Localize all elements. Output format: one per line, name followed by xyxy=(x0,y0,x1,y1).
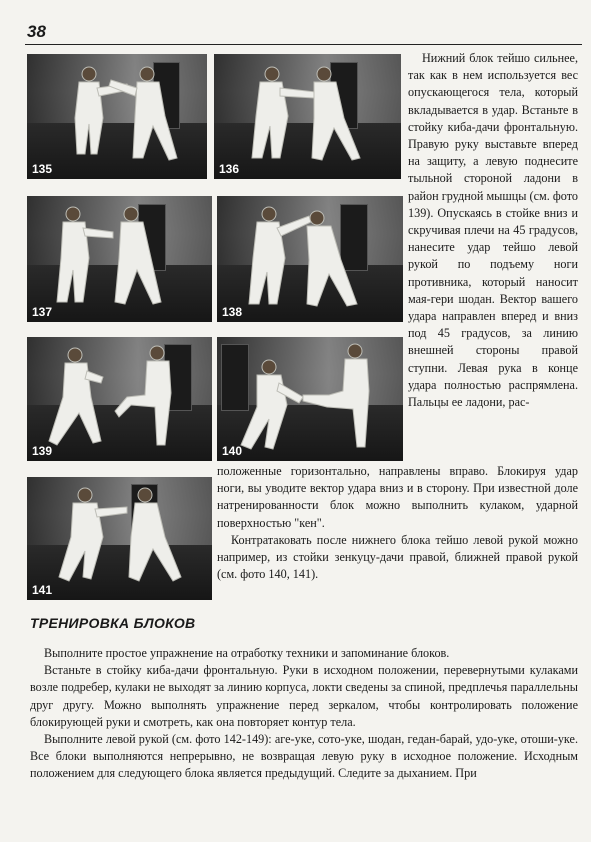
paragraph: Встаньте в стойку киба-дачи фронтальную. Руки в исходном положении, перевернутыми кулаками возле подребер, кулаки не выходят за линию корпуса, локти сведены за спиной, предплечья параллельны друг другу. Можно выполнять упражнение перед зеркалом, чтобы контролировать положение блокирующей руки и смотреть, как она повторяет контур тела. xyxy=(30,663,578,729)
right-column-text xyxy=(408,50,578,411)
karate-figures-illustration xyxy=(27,196,212,322)
page-number: 38 xyxy=(27,22,46,41)
photo-number: 136 xyxy=(219,162,240,176)
photo-138 xyxy=(217,196,403,322)
karate-figures-illustration xyxy=(27,477,212,600)
photo-number: 135 xyxy=(32,162,53,176)
photo-number: 141 xyxy=(32,583,53,597)
photo-136 xyxy=(214,54,401,179)
section-body-text xyxy=(30,645,578,783)
paragraph: Выполните простое упражнение на отработку техники и запоминание блоков. xyxy=(44,646,450,660)
photo-135 xyxy=(27,54,207,179)
photo-140 xyxy=(217,337,403,461)
karate-figures-illustration xyxy=(217,337,403,461)
paragraph: положенные горизонтально, направлены вправо. Блокируя удар ноги, вы уводите вектор удара вниз и в сторону. При известной доле натренированности блок можно выполнить кулаком, ударной поверхностью "кен". xyxy=(217,464,578,530)
photo-number: 138 xyxy=(222,305,243,319)
header-rule xyxy=(25,44,582,45)
mid-column-text xyxy=(217,463,578,583)
photo-137 xyxy=(27,196,212,322)
karate-figures-illustration xyxy=(27,337,212,461)
photo-number: 137 xyxy=(32,305,53,319)
photo-number: 139 xyxy=(32,444,53,458)
karate-figures-illustration xyxy=(27,54,207,179)
paragraph: Контратаковать после нижнего блока тейшо левой рукой можно например, из стойки зенкуцу-дачи правой, ближней правой рукой (см. фото 140, 141). xyxy=(217,532,578,582)
paragraph: Выполните левой рукой (см. фото 142-149): аге-уке, сото-уке, шодан, гедан-барай, удо-уке, отоши-уке. Все блоки выполняются непрерывно, не возвращая левую руку в исходное положение. Исходным положением для следующего блока является предыдущий. Следите за дыханием. При xyxy=(30,732,578,781)
karate-figures-illustration xyxy=(214,54,401,179)
photo-141 xyxy=(27,477,212,600)
photo-number: 140 xyxy=(222,444,243,458)
karate-figures-illustration xyxy=(217,196,403,322)
paragraph: Нижний блок тейшо сильнее, так как в нем используется вес опускающегося тела, который вкладывается в удар. Встаньте в стойку киба-дачи фронтальную. Правую руку выставьте вперед на защиту, а левую поднесите тыльной стороной ладони в район грудной мышцы (см. фото 139). Опускаясь в стойке вниз и скручивая плечи на 45 градусов, нанесите удар тейшо левой рукой по подъему ноги противника, который наносит мая-гери шодан. Вектор вашего удара направлен вперед и вниз под 45 градусов, за линию внешней стороны правой ступни. Левая рука в конце удара полностью распрямлена. Пальцы ее ладони, рас- xyxy=(408,51,578,410)
photo-139 xyxy=(27,337,212,461)
section-heading: ТРЕНИРОВКА БЛОКОВ xyxy=(30,615,196,631)
